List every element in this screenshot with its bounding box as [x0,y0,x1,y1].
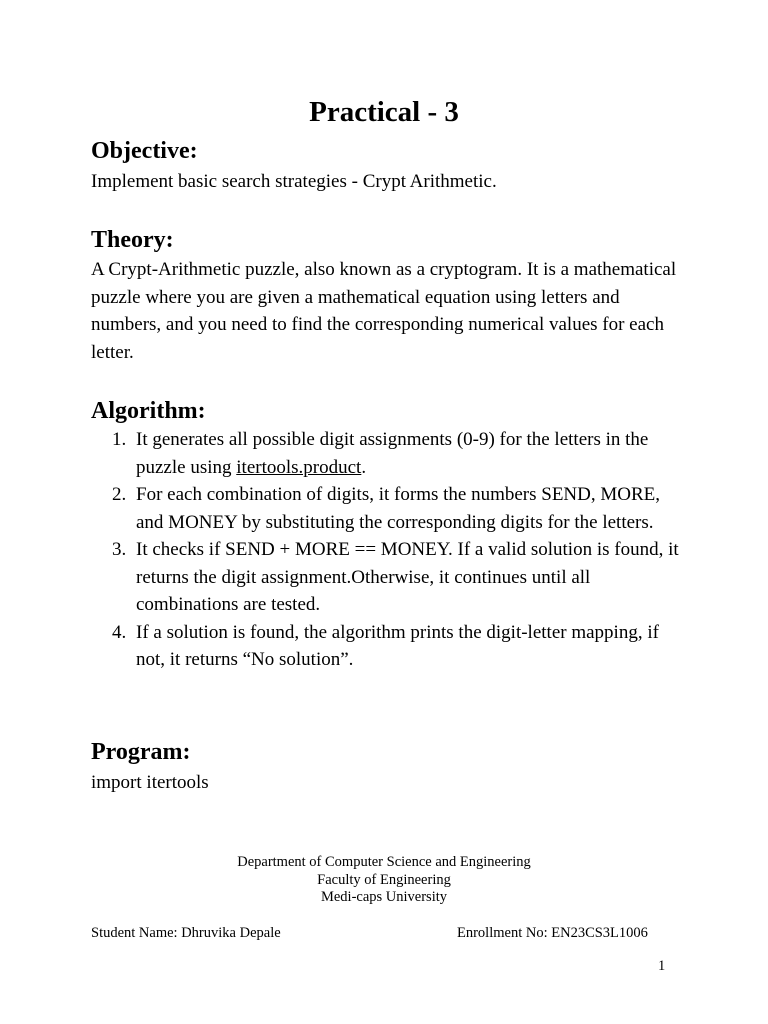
footer-department: Department of Computer Science and Engineering [237,854,531,870]
algorithm-heading: Algorithm: [91,398,206,424]
objective-text: Implement basic search strategies - Crypt Arithmetic. [91,171,497,192]
theory-heading: Theory: [91,227,174,253]
theory-text: A Crypt-Arithmetic puzzle, also known as a cryptogram. It is a mathematical puzzle where you are given a mathematical equation using letters and numbers, and you need to find the corresponding numerical values for each letter. [91,259,677,363]
algorithm-step-3 [91,536,691,619]
step-text: For each combination of digits, it forms the numbers SEND, MORE, and MONEY by substituting the corresponding digits for the letters. [136,484,661,533]
algorithm-step-2 [91,481,691,536]
algorithm-step-4 [91,619,691,674]
footer-faculty: Faculty of Engineering [317,872,451,888]
step-number: 1. [112,429,127,450]
page-number: 1 [658,958,666,974]
program-code-line: import itertools [91,772,209,793]
itertools-product-link[interactable]: itertools.product [236,456,362,478]
footer-university: Medi-caps University [320,889,448,905]
footer-enrollment: Enrollment No: EN23CS3L1006 [457,925,648,941]
step-number: 4. [112,621,127,643]
objective-heading: Objective: [91,138,198,164]
step-number: 2. [112,484,127,505]
step-number: 3. [112,539,127,560]
step-text: If a solution is found, the algorithm prints the digit-letter mapping, if not, it returns “No solution”. [136,621,659,670]
footer-student-name: Student Name: Dhruvika Depale [91,925,281,941]
algorithm-list [91,426,691,674]
step-text: It checks if SEND + MORE == MONEY. If a valid solution is found, it returns the digit assignment.Otherwise, it continues until all combinations are tested. [136,539,679,615]
step-text-end: . [361,456,367,478]
algorithm-step-1 [91,426,691,481]
page-title: Practical - 3 [309,96,459,128]
program-heading: Program: [91,739,191,765]
step-text: It generates all possible digit assignments (0-9) for the letters in the puzzle using [136,429,649,478]
